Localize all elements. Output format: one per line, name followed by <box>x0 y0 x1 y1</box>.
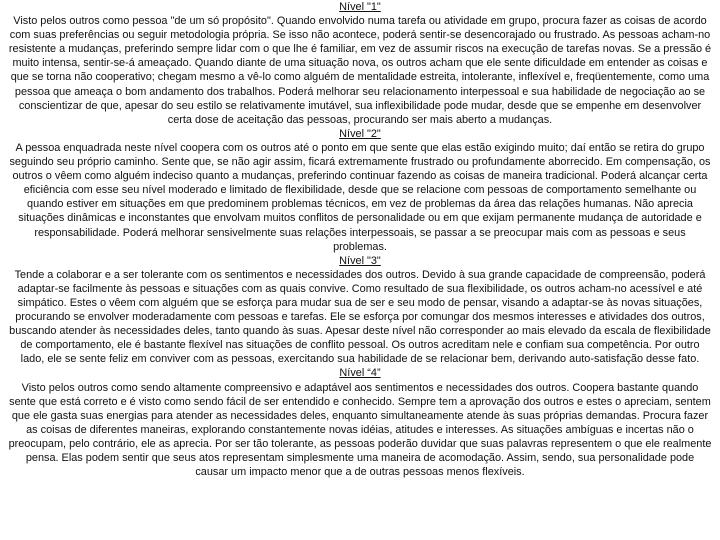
section-title-level-2: Nível "2" <box>339 127 381 140</box>
section-text-level-1: Visto pelos outros como pessoa "de um só propósito". Quando envolvido numa tarefa ou atividade em grupo, procura fazer as coisas de acordo com suas preferências ou seguir metodologia própria. Se isso não acontece, poderá sentir-se desencorajado ou frustrado. As pessoas acham-no resistente a mudanças, preferindo sempre lidar com o que lhe é familiar, em vez de assumir riscos na execução de tarefas novas. Se a pressão é muito intensa, sentir-se-á ameaçado. Quando diante de uma situação nova, os outros acham que ele sente dificuldade em entender as coisas e que se torna não cooperativo; chegam mesmo a vê-lo como alguém de mentalidade estreita, intolerante, inflexível e, freqüentemente, como uma pessoa que ameaça o bom andamento dos trabalhos. Poderá melhorar seu relacionamento interpessoal e sua habilidade de negociação ao se conscientizar de que, apesar do seu estilo se relativamente imutável, sua inflexibilidade pode mudar, desde que se empenhe em desenvolver certa dose de aceitação das pessoas, procurando ser mais aberto a mudanças. <box>8 15 712 126</box>
section-title-level-3: Nível "3" <box>339 254 381 267</box>
section-text-level-3: Tende a colaborar e a ser tolerante com os sentimentos e necessidades dos outros. Devido à sua grande capacidade de compreensão, poderá adaptar-se facilmente às pessoas e situações com as quais convive. Como resultado de sua flexibilidade, os outros acham-no acessível e até simpático. Estes o vêem com alguém que se esforça para mudar sua de ser e seu modo de pensar, visando a adaptar-se às novas situações, procurando se envolver moderadamente com pessoas e tarefas. Ele se esforça por comungar dos mesmos interesses e atividades dos outros, buscando atender às necessidades deles, tanto quando às suas. Apesar deste nível não corresponder ao mais elevado da escala de flexibilidade de comportamento, ele é bastante flexível nas situações de conflito pessoal. Os outros acreditam nele e confiam sua competência. Por outro lado, ele se sente feliz em conviver com as pessoas, exercitando sua habilidade de se relacionar bem, derivando auto-satisfação desse fato. <box>9 268 711 366</box>
section-text-level-2: A pessoa enquadrada neste nível coopera com os outros até o ponto em que sente que elas estão exigindo muito; daí então se retira do grupo seguindo seu próprio caminho. Sente que, se não agir assim, ficará extremamente frustrado ou profundamente aborrecido. Em compensação, os outros o vêem como alguém indeciso quanto a mudanças, preferindo continuar fazendo as coisas de maneira tradicional. Poderá alcançar certa eficiência com esse seu nível moderado e limitado de flexibilidade, desde que se relacione com pessoas de comportamento semelhante ou quando estiver em situações em que predominem problemas técnicos, em vez de problemas da área das relações humanas. Não aprecia situações dinâmicas e inconstantes que envolvam muitos conflitos de personalidade ou em que exijam permanente mudança de autoridade e responsabilidade. Poderá melhorar sensivelmente suas relações interpessoais, se passar a se preocupar mais com as pessoas e seus problemas. <box>9 141 711 253</box>
section-title-level-4: Nível “4” <box>339 367 381 380</box>
section-title-level-1: Nível "1" <box>339 1 381 13</box>
document-page <box>4 0 716 540</box>
section-text-level-4: Visto pelos outros como sendo altamente compreensivo e adaptável aos sentimentos e necessidades dos outros. Coopera bastante quando sente que está correto e é visto como sendo fácil de ser entendido e conhecido. Sempre tem a aprovação dos outros e estes o apreciam, sentem que ele gasta suas energias para atender as necessidades deles, enquanto simultaneamente atende às suas próprias demandas. Procura fazer as coisas de diferentes maneiras, explorando constantemente novas idéias, atitudes e interesses. As situações ambíguas e incertas não o preocupam, pelo contrário, ele as aprecia. Por ser tão tolerante, as pessoas poderão duvidar que suas palavras representem o que ele realmente pensa. Elas podem sentir que seus atos representam simplesmente uma maneira de acomodação. Assim, sendo, sua personalidade pode causar um impacto menor que a de outras pessoas menos flexíveis. <box>8 381 712 479</box>
